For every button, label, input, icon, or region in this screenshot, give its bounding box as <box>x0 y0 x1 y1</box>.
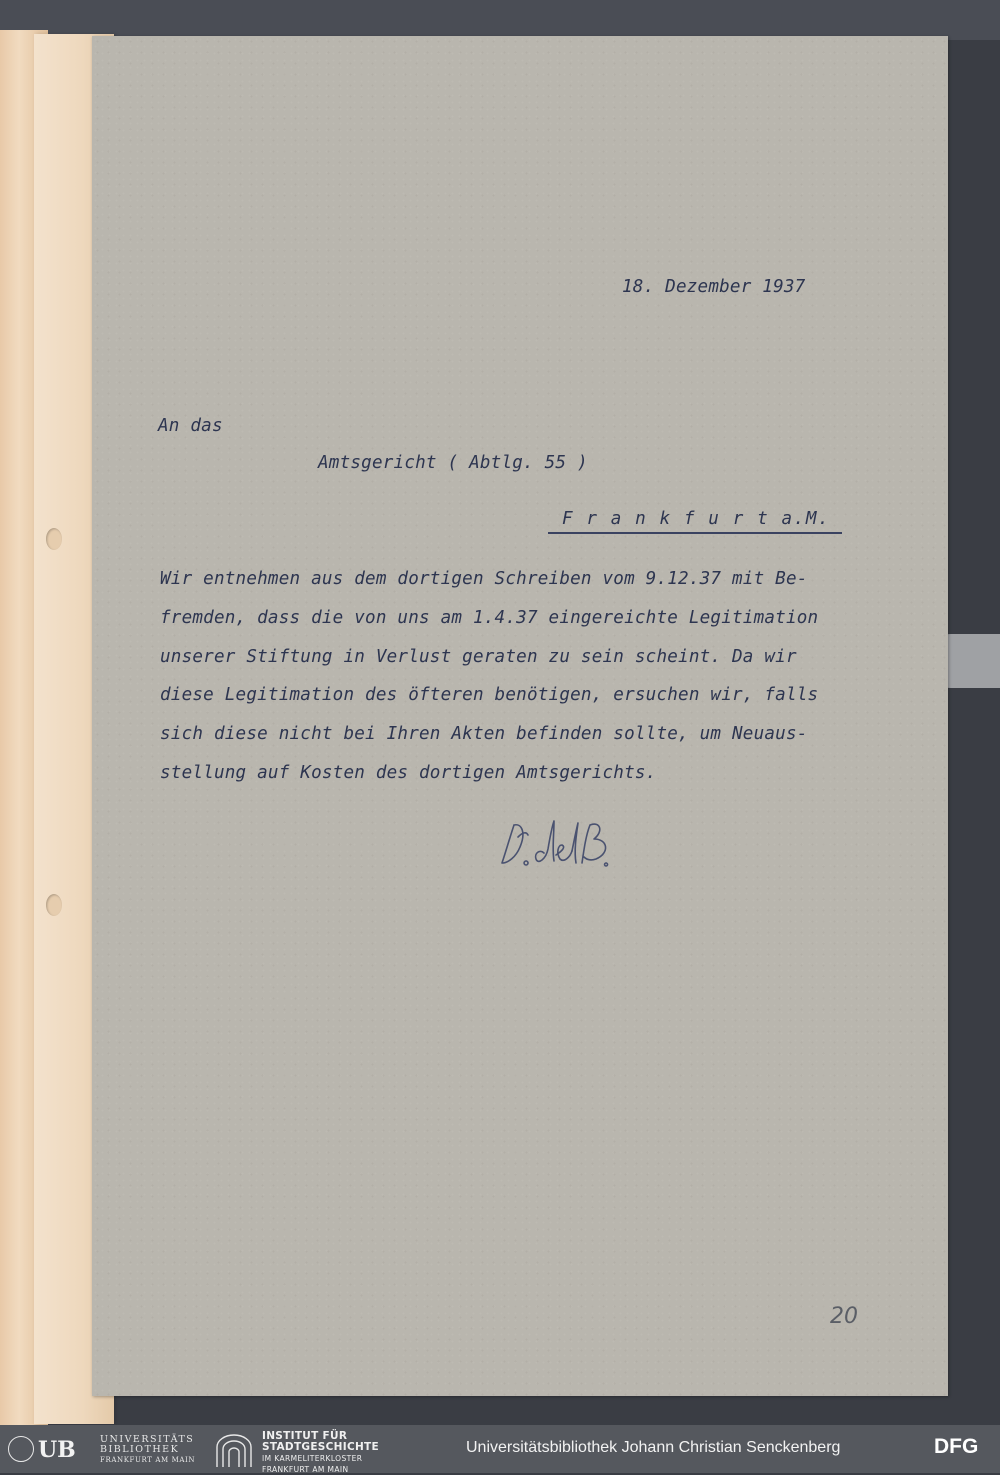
dfg-logo: DFG <box>934 1435 979 1458</box>
library-caption: Universitätsbibliothek Johann Christian Senckenberg <box>466 1439 841 1456</box>
ub-logo <box>6 1433 196 1467</box>
ub-mark: UB <box>38 1437 76 1463</box>
city-underline <box>548 532 842 534</box>
body-line: fremden, dass die von uns am 1.4.37 eingereichte Legitimation <box>160 608 819 628</box>
isg-line: INSTITUT FÜR <box>262 1430 348 1442</box>
ub-wordmark <box>100 1435 195 1465</box>
letter-salutation: An das <box>158 416 223 436</box>
punch-hole <box>46 894 62 916</box>
isg-line: FRANKFURT AM MAIN <box>262 1465 349 1474</box>
ub-line: FRANKFURT AM MAIN <box>100 1456 196 1464</box>
body-line: sich diese nicht bei Ihren Akten befinden sollte, um Neuaus- <box>160 724 808 744</box>
letter-sheet <box>92 36 948 1396</box>
ub-line: UNIVERSITÄTS <box>100 1434 195 1445</box>
punch-hole <box>46 528 62 550</box>
letter-city: F r a n k f u r t a.M. <box>562 509 831 529</box>
ub-line: BIBLIOTHEK <box>100 1444 180 1455</box>
letter-date: 18. Dezember 1937 <box>622 277 806 297</box>
letter-recipient: Amtsgericht ( Abtlg. 55 ) <box>318 453 588 473</box>
isg-wordmark <box>262 1431 379 1475</box>
body-line: unserer Stiftung in Verlust geraten zu sein scheint. Da wir <box>160 647 797 667</box>
body-line: Wir entnehmen aus dem dortigen Schreiben vom 9.12.37 mit Be- <box>160 569 808 589</box>
scan-backdrop <box>0 0 1000 40</box>
isg-line: IM KARMELITERKLOSTER <box>262 1454 363 1463</box>
isg-line: STADTGESCHICHTE <box>262 1441 379 1453</box>
isg-logo <box>214 1430 404 1474</box>
body-line: diese Legitimation des öfteren benötigen, ersuchen wir, falls <box>160 685 819 705</box>
body-line: stellung auf Kosten des dortigen Amtsgerichts. <box>160 763 657 783</box>
isg-arch-icon <box>214 1433 254 1467</box>
page-number: 20 <box>830 1304 858 1329</box>
archive-footer <box>0 1425 1000 1473</box>
handwritten-signature <box>496 813 626 873</box>
